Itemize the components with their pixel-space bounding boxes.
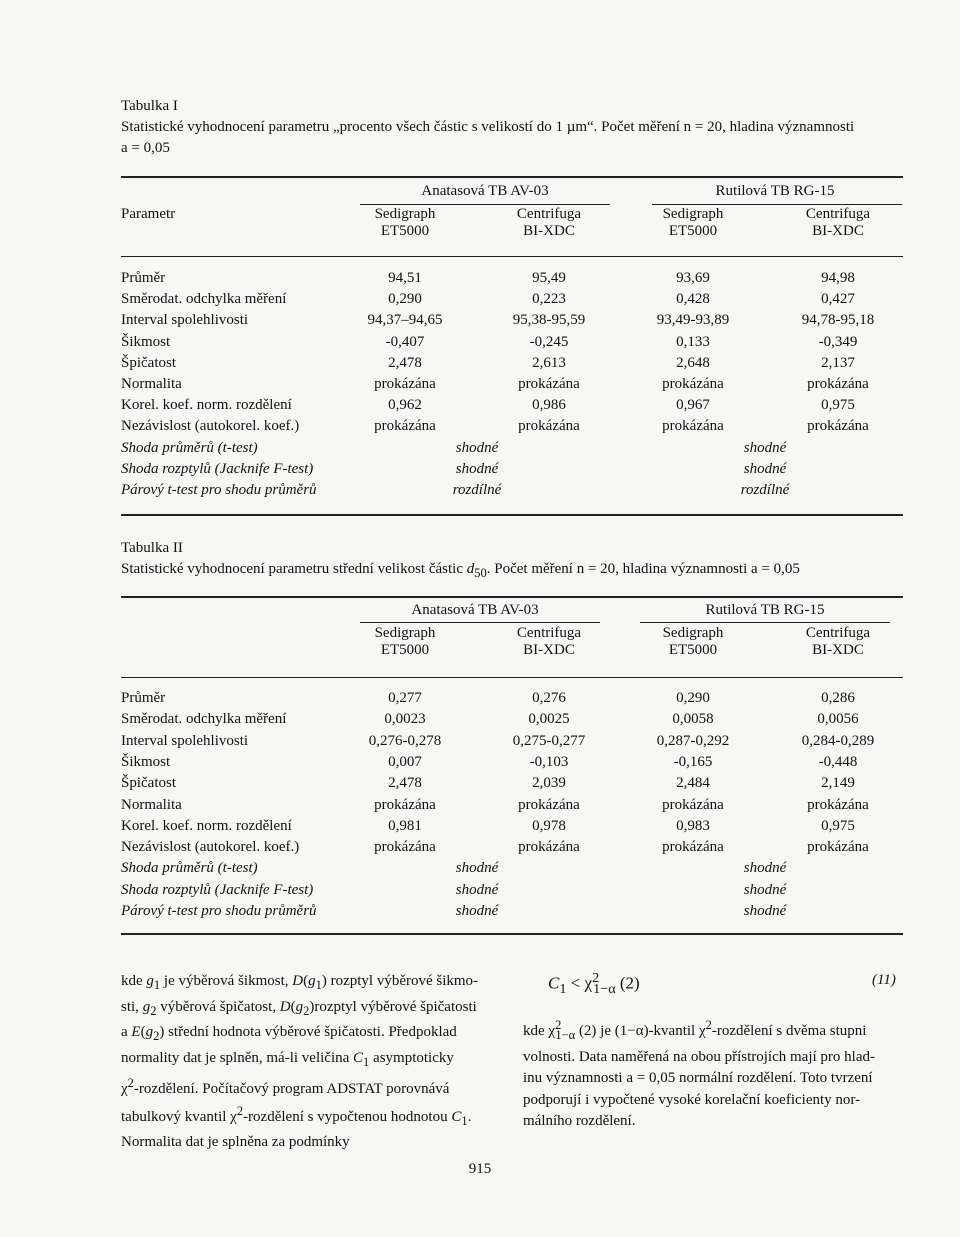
text: kde bbox=[121, 973, 147, 989]
table-cell: 0,287-0,292 bbox=[656, 732, 730, 749]
text: je výběrová šikmost, bbox=[160, 973, 293, 989]
right-line-2: volnosti. Data naměřená na obou přístrojích mají pro hlad- bbox=[523, 1048, 875, 1065]
sub: 1−α bbox=[593, 981, 616, 998]
table-cell: prokázána bbox=[662, 839, 724, 856]
var: C bbox=[548, 973, 560, 993]
sup: 2 bbox=[555, 1018, 562, 1032]
test-row bbox=[0, 440, 960, 461]
table-cell: 0,277 bbox=[388, 690, 422, 706]
col-header-line1: Centrifuga bbox=[516, 625, 582, 641]
col-header-line1: Sedigraph bbox=[662, 206, 724, 222]
table-row bbox=[0, 312, 960, 333]
test-result: shodné bbox=[455, 881, 499, 898]
table-row bbox=[0, 733, 960, 754]
text: tabulkový kvantil χ bbox=[121, 1108, 237, 1125]
row-label: Interval spolehlivosti bbox=[121, 312, 249, 329]
text: (2) je (1−α)-kvantil χ bbox=[575, 1023, 706, 1039]
col-header-line1: Centrifuga bbox=[805, 206, 871, 222]
sup: 2 bbox=[592, 970, 600, 986]
sub: 2 bbox=[153, 1029, 160, 1043]
col-header-line1: Centrifuga bbox=[516, 206, 582, 222]
text: -rozdělení s vypočtenou hodnotou bbox=[243, 1108, 452, 1125]
table-cell: -0,103 bbox=[529, 753, 569, 770]
row-label: Nezávislost (autokorel. koef.) bbox=[121, 418, 300, 435]
col-header-line2: ET5000 bbox=[380, 642, 430, 658]
test-row bbox=[0, 461, 960, 482]
table1-group-rule-2 bbox=[652, 204, 902, 205]
table-cell: 0,975 bbox=[821, 397, 855, 414]
test-result: shodné bbox=[455, 439, 499, 456]
left-line-5 bbox=[121, 1073, 501, 1101]
sub: 1 bbox=[559, 981, 567, 998]
formula-11 bbox=[548, 970, 640, 998]
table-cell: -0,165 bbox=[673, 753, 713, 770]
table2-header-rule bbox=[121, 677, 903, 678]
table1-group-rule-1 bbox=[360, 204, 610, 205]
table-cell: 2,039 bbox=[532, 775, 566, 792]
col-header-line2: ET5000 bbox=[668, 223, 718, 239]
text: . bbox=[467, 1108, 472, 1125]
table-cell: 0,290 bbox=[676, 690, 710, 706]
var: g bbox=[295, 998, 304, 1015]
sub: 2 bbox=[303, 1003, 310, 1018]
table1-description-cont: a = 0,05 bbox=[121, 140, 170, 156]
table2-group-rule-1 bbox=[360, 622, 600, 623]
table-cell: 0,427 bbox=[821, 291, 855, 308]
table-cell: 94,98 bbox=[821, 270, 855, 286]
table2-col2-header bbox=[489, 625, 609, 659]
test-result: shodné bbox=[455, 460, 499, 477]
test-result: shodné bbox=[743, 881, 787, 898]
table2-col3-header bbox=[633, 625, 753, 659]
row-label: Směrodat. odchylka měření bbox=[121, 711, 287, 728]
table1-header-rule bbox=[121, 256, 903, 257]
table-cell: 94,51 bbox=[388, 270, 422, 286]
table-row bbox=[0, 397, 960, 418]
test-result: shodné bbox=[743, 860, 787, 877]
text: -rozdělení s dvěma stupni bbox=[711, 1023, 867, 1039]
table-cell: 95,49 bbox=[532, 270, 566, 286]
right-line-5: málního rozdělení. bbox=[523, 1113, 636, 1129]
table-cell: prokázána bbox=[807, 376, 869, 392]
table1-bottom-rule bbox=[121, 514, 903, 516]
sub: 1 bbox=[153, 978, 161, 992]
table-cell: 2,137 bbox=[821, 354, 855, 371]
caption-sub: 50 bbox=[474, 566, 487, 580]
table-cell: 93,69 bbox=[676, 270, 710, 286]
row-label: Normalita bbox=[121, 376, 182, 392]
table1-title: Tabulka I bbox=[121, 98, 178, 114]
sub: 1 bbox=[315, 978, 322, 992]
table2-group-anatase: Anatasová TB AV-03 bbox=[411, 602, 539, 618]
table-cell: -0,407 bbox=[385, 333, 425, 350]
row-label: Průměr bbox=[121, 690, 166, 706]
left-line-3 bbox=[121, 1022, 501, 1048]
row-label: Špičatost bbox=[121, 775, 176, 792]
sup: 2 bbox=[127, 1076, 134, 1090]
table-row bbox=[0, 797, 960, 818]
row-label: Interval spolehlivosti bbox=[121, 732, 249, 749]
table-cell: 2,648 bbox=[676, 354, 710, 371]
left-line-7: Normalita dat je splněna za podmínky bbox=[121, 1134, 350, 1150]
table-cell: 93,49-93,89 bbox=[656, 312, 730, 329]
table-cell: prokázána bbox=[807, 796, 869, 813]
formula-number: (11) bbox=[872, 972, 896, 988]
sub: 1 bbox=[363, 1054, 370, 1069]
table-cell: 0,967 bbox=[676, 397, 710, 414]
table2-group-rule-2 bbox=[640, 622, 890, 623]
table-cell: 0,133 bbox=[676, 333, 710, 350]
table1-group-rutile: Rutilová TB RG-15 bbox=[715, 183, 835, 199]
test-label: Párový t-test pro shodu průměrů bbox=[121, 903, 317, 919]
row-label: Korel. koef. norm. rozdělení bbox=[121, 397, 292, 414]
text: asymptoticky bbox=[369, 1049, 454, 1066]
test-row bbox=[0, 882, 960, 903]
table-cell: 0,981 bbox=[388, 817, 422, 834]
row-label: Korel. koef. norm. rozdělení bbox=[121, 817, 292, 834]
table-cell: 0,284-0,289 bbox=[801, 732, 875, 749]
text: sti, bbox=[121, 998, 143, 1015]
table-cell: 0,0025 bbox=[528, 711, 570, 728]
test-result: shodné bbox=[743, 460, 787, 477]
table1-param-header: Parametr bbox=[121, 206, 176, 222]
row-label: Nezávislost (autokorel. koef.) bbox=[121, 839, 300, 856]
sub: 2 bbox=[150, 1003, 157, 1018]
table-row bbox=[0, 775, 960, 796]
table-cell: prokázána bbox=[518, 839, 580, 856]
table-cell: 2,149 bbox=[821, 775, 855, 792]
col-header-line2: ET5000 bbox=[668, 642, 718, 658]
table-cell: prokázána bbox=[374, 418, 436, 435]
test-row bbox=[0, 903, 960, 924]
table1-description: Statistické vyhodnocení parametru „procento všech částic s velikostí do 1 µm“. Počet měření n = 20, hladina významnosti bbox=[121, 119, 855, 135]
table-cell: 0,983 bbox=[676, 817, 710, 834]
row-label: Šikmost bbox=[121, 753, 171, 770]
table-cell: 0,0056 bbox=[817, 711, 859, 728]
caption-text: Statistické vyhodnocení parametru střední velikost částic bbox=[121, 561, 467, 577]
table-cell: 94,78-95,18 bbox=[801, 312, 875, 329]
col-header-line1: Sedigraph bbox=[374, 625, 436, 641]
left-line-4 bbox=[121, 1048, 501, 1074]
table2-title: Tabulka II bbox=[121, 540, 183, 556]
table2-col1-header bbox=[345, 625, 465, 659]
right-line-4: podporují i vypočtené vysoké korelační koeficienty nor- bbox=[523, 1091, 861, 1108]
left-line-1 bbox=[121, 971, 501, 997]
table1-caption bbox=[121, 96, 901, 159]
table-cell: 0,276 bbox=[532, 690, 566, 706]
table1-col1-header bbox=[345, 206, 465, 240]
left-line-6 bbox=[121, 1101, 501, 1133]
var: g bbox=[146, 973, 154, 989]
table-cell: 2,478 bbox=[388, 354, 422, 371]
table2-top-rule bbox=[121, 596, 903, 598]
test-row bbox=[0, 482, 960, 503]
sup: 2 bbox=[705, 1018, 712, 1032]
table2-bottom-rule bbox=[121, 933, 903, 935]
table-cell: -0,448 bbox=[818, 753, 858, 770]
table-cell: 0,975 bbox=[821, 817, 855, 834]
table1-group-anatase: Anatasová TB AV-03 bbox=[421, 183, 549, 199]
test-result: shodné bbox=[743, 439, 787, 456]
table-row bbox=[0, 690, 960, 711]
table-cell: 94,37–94,65 bbox=[367, 312, 443, 329]
table-row bbox=[0, 270, 960, 291]
right-line-1 bbox=[523, 1015, 913, 1047]
table-cell: 2,478 bbox=[388, 775, 422, 792]
table-cell: 2,484 bbox=[676, 775, 710, 792]
table-cell: 0,007 bbox=[388, 753, 422, 770]
table-cell: 0,986 bbox=[532, 397, 566, 414]
table-cell: prokázána bbox=[662, 796, 724, 813]
col-header-line1: Sedigraph bbox=[662, 625, 724, 641]
table-row bbox=[0, 291, 960, 312]
text: ) střední hodnota výběrové špičatosti. Předpoklad bbox=[159, 1024, 457, 1040]
right-line-3: inu významnosti a = 0,05 normální rozdělení. Toto tvrzení bbox=[523, 1070, 873, 1086]
table-cell: prokázána bbox=[518, 796, 580, 813]
text: ( bbox=[303, 973, 309, 989]
test-result: shodné bbox=[455, 860, 499, 877]
sup: 2 bbox=[236, 1103, 244, 1118]
row-label: Šikmost bbox=[121, 333, 171, 350]
table-cell: prokázána bbox=[374, 796, 436, 813]
caption-text-cont: . Počet měření n = 20, hladina významnosti a = 0,05 bbox=[486, 561, 800, 577]
table-cell: 0,428 bbox=[676, 291, 710, 308]
col-header-line2: BI-XDC bbox=[812, 223, 864, 239]
test-result: shodné bbox=[743, 903, 787, 919]
col-header-line2: BI-XDC bbox=[812, 642, 864, 658]
var: g bbox=[142, 998, 151, 1015]
var: g bbox=[145, 1024, 154, 1040]
table-row bbox=[0, 711, 960, 732]
text: χ bbox=[121, 1081, 128, 1097]
text: ( bbox=[140, 1024, 146, 1040]
var: D bbox=[279, 998, 291, 1015]
page-number: 915 bbox=[468, 1161, 492, 1177]
text: (2) bbox=[615, 973, 640, 993]
table-cell: 0,0023 bbox=[384, 711, 426, 728]
test-result: shodné bbox=[455, 903, 499, 919]
table-cell: prokázána bbox=[807, 839, 869, 856]
table2-description bbox=[121, 559, 901, 584]
col-header-line2: BI-XDC bbox=[523, 223, 575, 239]
table-cell: prokázána bbox=[807, 418, 869, 435]
test-label: Shoda rozptylů (Jacknife F-test) bbox=[121, 881, 314, 898]
table-cell: 0,286 bbox=[821, 690, 855, 706]
table-cell: 0,290 bbox=[388, 291, 422, 308]
left-column-text bbox=[121, 971, 501, 1154]
table-cell: 0,275-0,277 bbox=[512, 732, 586, 749]
left-line-2 bbox=[121, 997, 501, 1023]
row-label: Průměr bbox=[121, 270, 166, 286]
test-label: Shoda průměrů (t-test) bbox=[121, 439, 258, 456]
table2-col4-header bbox=[778, 625, 898, 659]
table-cell: -0,349 bbox=[818, 333, 858, 350]
table-row bbox=[0, 334, 960, 355]
test-result: rozdílné bbox=[740, 482, 790, 498]
text: ( bbox=[290, 998, 296, 1015]
var: D bbox=[292, 973, 304, 989]
table-cell: 0,0058 bbox=[672, 711, 714, 728]
row-label: Špičatost bbox=[121, 354, 176, 371]
table-row bbox=[0, 376, 960, 397]
row-label: Směrodat. odchylka měření bbox=[121, 291, 287, 308]
table-row bbox=[0, 839, 960, 860]
table2-group-rutile: Rutilová TB RG-15 bbox=[705, 602, 825, 618]
text: normality dat je splněn, má-li veličina bbox=[121, 1049, 354, 1066]
test-label: Shoda rozptylů (Jacknife F-test) bbox=[121, 460, 314, 477]
table1-top-rule bbox=[121, 176, 903, 178]
var: E bbox=[131, 1024, 141, 1040]
text: -rozdělení. Počítačový program ADSTAT porovnává bbox=[133, 1081, 450, 1097]
var: C bbox=[451, 1108, 462, 1125]
table-cell: prokázána bbox=[662, 418, 724, 435]
table-cell: prokázána bbox=[518, 376, 580, 392]
text: kde χ bbox=[523, 1023, 556, 1039]
test-result: rozdílné bbox=[452, 482, 502, 498]
caption-var: d bbox=[466, 561, 475, 577]
table-cell: 0,978 bbox=[532, 817, 566, 834]
table1-col2-header bbox=[489, 206, 609, 240]
col-header-line2: ET5000 bbox=[380, 223, 430, 239]
table-cell: prokázána bbox=[518, 418, 580, 435]
table-cell: -0,245 bbox=[529, 333, 569, 350]
table-row bbox=[0, 818, 960, 839]
test-row bbox=[0, 860, 960, 881]
table-row bbox=[0, 418, 960, 439]
var: C bbox=[353, 1049, 364, 1066]
table-cell: 0,962 bbox=[388, 397, 422, 414]
col-header-line2: BI-XDC bbox=[523, 642, 575, 658]
table2-caption bbox=[121, 538, 901, 584]
col-header-line1: Centrifuga bbox=[805, 625, 871, 641]
table-cell: 0,276-0,278 bbox=[368, 732, 442, 749]
text: a bbox=[121, 1024, 132, 1040]
sub: 1−α bbox=[555, 1028, 576, 1042]
text: výběrová špičatost, bbox=[156, 998, 280, 1015]
row-label: Normalita bbox=[121, 796, 182, 813]
table1-col3-header bbox=[633, 206, 753, 240]
test-label: Shoda průměrů (t-test) bbox=[121, 860, 258, 877]
table-cell: prokázána bbox=[662, 376, 724, 392]
table-row bbox=[0, 754, 960, 775]
table1-col4-header bbox=[778, 206, 898, 240]
test-label: Párový t-test pro shodu průměrů bbox=[121, 482, 317, 498]
text: )rozptyl výběrové špičatosti bbox=[309, 998, 477, 1015]
sub: 1 bbox=[461, 1113, 468, 1128]
text: ) rozptyl výběrové šikmo- bbox=[321, 973, 479, 989]
table-cell: 0,223 bbox=[532, 291, 566, 308]
table-cell: prokázána bbox=[374, 376, 436, 392]
table-cell: 2,613 bbox=[532, 354, 566, 371]
table-row bbox=[0, 355, 960, 376]
table-cell: prokázána bbox=[374, 839, 436, 856]
var: g bbox=[308, 973, 316, 989]
text: < χ bbox=[566, 973, 593, 993]
table-cell: 95,38-95,59 bbox=[512, 312, 586, 329]
col-header-line1: Sedigraph bbox=[374, 206, 436, 222]
right-column-text bbox=[523, 1015, 913, 1133]
